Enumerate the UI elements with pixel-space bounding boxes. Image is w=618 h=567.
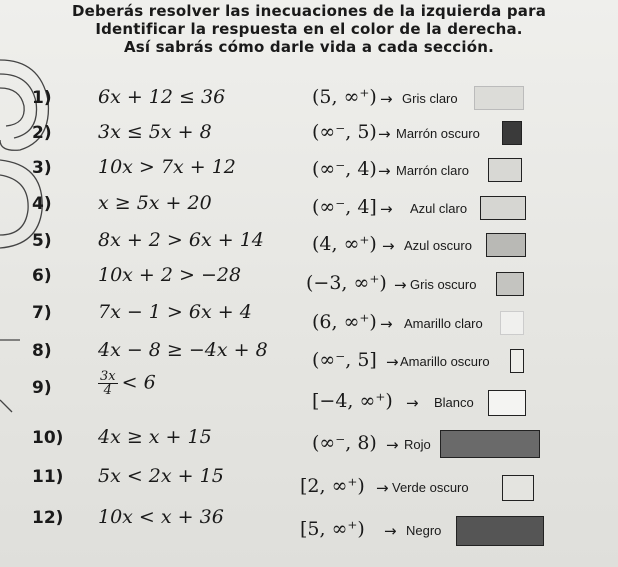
interval-answer: (∞⁻, 8) (312, 432, 377, 454)
exercise-number: 11) (32, 467, 64, 487)
exercise-row-1 (0, 86, 618, 120)
interval-answer: (∞⁻, 5) (312, 121, 377, 143)
exercise-number: 10) (32, 428, 64, 448)
inequality: 6x + 12 ≤ 36 (98, 86, 226, 108)
exercise-row-2 (0, 121, 618, 155)
arrow-icon: → (382, 237, 395, 255)
color-label: Blanco (434, 395, 474, 410)
exercise-row-7 (0, 301, 618, 335)
arrow-icon: → (380, 315, 393, 333)
exercise-number: 5) (32, 231, 52, 251)
instruction-line-1: Deberás resolver las inecuaciones de la izquierda para (71, 2, 547, 20)
interval-answer: (6, ∞⁺) (312, 311, 377, 333)
color-swatch (486, 233, 526, 257)
exercise-number: 6) (32, 266, 52, 286)
color-label: Amarillo claro (404, 316, 483, 331)
exercise-number: 2) (32, 123, 52, 143)
exercise-number: 9) (32, 378, 52, 398)
color-label: Marrón oscuro (396, 126, 480, 141)
arrow-icon: → (380, 90, 393, 108)
color-label: Azul claro (410, 201, 468, 216)
color-swatch (502, 475, 534, 501)
inequality: x ≥ 5x + 20 (98, 192, 212, 214)
exercise-row-9 (0, 369, 618, 412)
color-swatch (496, 272, 524, 296)
fraction (98, 370, 118, 397)
arrow-icon: → (384, 522, 397, 540)
interval-answer: (∞⁻, 4] (312, 196, 377, 218)
inequality: 10x < x + 36 (98, 506, 224, 528)
instruction-line-2: Identificar la respuesta en el color de la derecha. (95, 20, 523, 38)
inequality: 8x + 2 > 6x + 14 (98, 229, 264, 251)
color-label: Verde oscuro (392, 480, 469, 495)
interval-answer: (∞⁻, 4) (312, 158, 377, 180)
inequality: 7x − 1 > 6x + 4 (98, 301, 252, 323)
color-swatch (480, 196, 526, 220)
exercise-row-8 (0, 339, 618, 373)
arrow-icon: → (406, 394, 419, 412)
exercise-row-10 (0, 426, 618, 460)
inequality (98, 370, 156, 397)
interval-answer: (−3, ∞⁺) (306, 272, 387, 294)
fraction-denominator: 4 (103, 383, 112, 398)
color-label: Rojo (404, 437, 431, 452)
color-label: Gris claro (402, 91, 458, 106)
color-label: Amarillo oscuro (400, 354, 490, 369)
inequality: 10x > 7x + 12 (98, 156, 236, 178)
inequality: 10x + 2 > −28 (98, 264, 242, 286)
inequality: 4x − 8 ≥ −4x + 8 (98, 339, 268, 361)
color-label: Gris oscuro (410, 277, 477, 292)
interval-answer: [5, ∞⁺) (300, 518, 365, 540)
exercise-row-6 (0, 264, 618, 298)
interval-answer: (5, ∞⁺) (312, 86, 377, 108)
exercise-row-3 (0, 156, 618, 190)
color-swatch (440, 430, 540, 458)
color-swatch (474, 86, 524, 110)
exercise-number: 4) (32, 194, 52, 214)
color-swatch (488, 158, 522, 182)
inequality: 5x < 2x + 15 (98, 465, 224, 487)
color-label: Negro (406, 523, 442, 538)
arrow-icon: → (386, 353, 399, 371)
arrow-icon: → (380, 200, 393, 218)
exercise-row-5 (0, 229, 618, 263)
instruction-line-3: Así sabrás cómo darle vida a cada sección. (123, 38, 495, 56)
color-swatch (502, 121, 522, 145)
fraction-numerator: 3x (100, 369, 116, 384)
arrow-icon: → (378, 162, 391, 180)
color-label: Azul oscuro (404, 238, 472, 253)
exercise-number: 8) (32, 341, 52, 361)
interval-answer: (4, ∞⁺) (312, 233, 377, 255)
exercise-number: 7) (32, 303, 52, 323)
arrow-icon: → (378, 125, 391, 143)
exercise-number: 12) (32, 508, 64, 528)
arrow-icon: → (376, 479, 389, 497)
interval-answer: [−4, ∞⁺) (312, 390, 393, 412)
exercise-row-4 (0, 192, 618, 226)
inequality: 4x ≥ x + 15 (98, 426, 212, 448)
color-swatch (488, 390, 526, 416)
arrow-icon: → (386, 436, 399, 454)
exercise-row-12 (0, 506, 618, 540)
inequality: 3x ≤ 5x + 8 (98, 121, 212, 143)
inequality-rest: < 6 (121, 371, 156, 394)
exercise-number: 3) (32, 158, 52, 178)
interval-answer: (∞⁻, 5] (312, 349, 377, 371)
arrow-icon: → (394, 276, 407, 294)
color-label: Marrón claro (396, 163, 469, 178)
interval-answer: [2, ∞⁺) (300, 475, 365, 497)
color-swatch (500, 311, 524, 335)
color-swatch (456, 516, 544, 546)
exercise-row-11 (0, 465, 618, 499)
exercise-number: 1) (32, 88, 52, 108)
color-swatch (510, 349, 524, 373)
